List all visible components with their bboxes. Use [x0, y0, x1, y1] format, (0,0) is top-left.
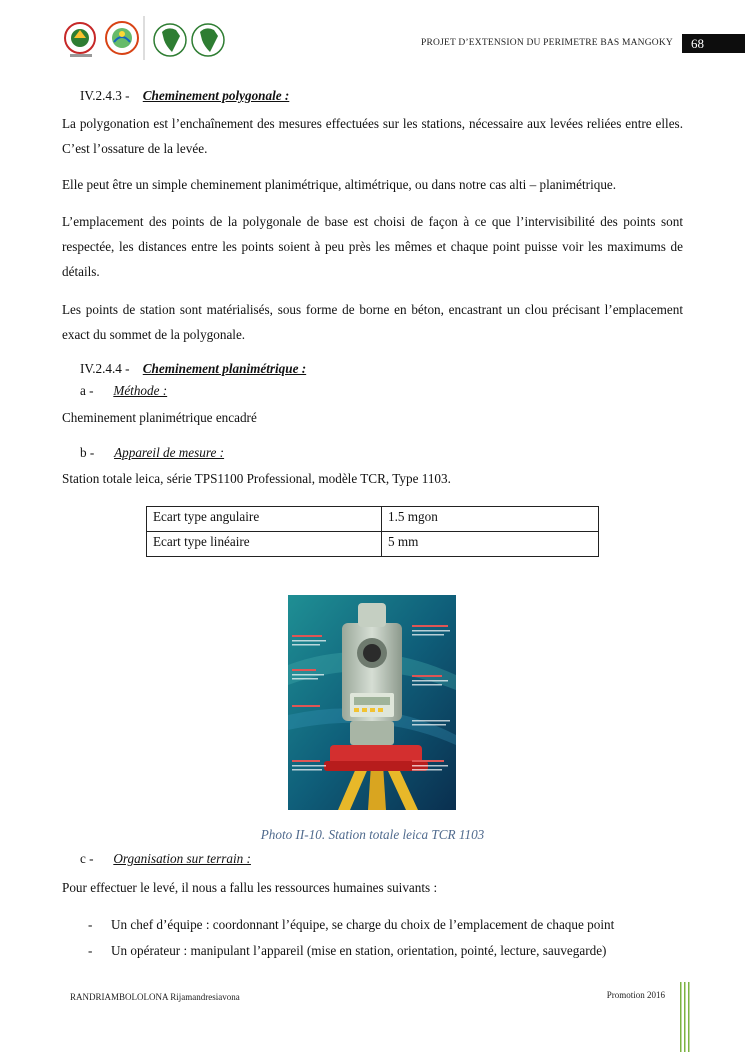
photo-caption: Photo II-10. Station totale leica TCR 1103 — [260, 827, 485, 842]
page-number: 68 — [682, 34, 745, 53]
section-label: Cheminement polygonale : — [142, 88, 290, 103]
header-logos — [62, 14, 242, 64]
sub-label: Organisation sur terrain : — [113, 851, 251, 866]
subheading-organisation — [80, 851, 251, 867]
subheading-appareil — [80, 445, 224, 461]
table-cell: Ecart type linéaire — [147, 532, 382, 557]
table-row — [147, 532, 599, 557]
table-cell: Ecart type angulaire — [147, 507, 382, 532]
list-bullet: - — [88, 917, 93, 932]
african-development-bank-logo — [154, 24, 186, 56]
section-label: Cheminement planimétrique : — [142, 361, 307, 376]
footer-promotion: Promotion 2016 — [606, 990, 665, 1000]
african-development-fund-logo — [192, 24, 224, 56]
sub-letter: a - — [80, 383, 94, 398]
ministry-seal-logo — [65, 23, 95, 57]
section-heading-planimetrique — [80, 361, 306, 377]
list-item: Un chef d’équipe : coordonnant l’équipe, se charge du choix de l’emplacement de chaque point — [111, 917, 615, 932]
section-number: IV.2.4.3 - — [80, 88, 130, 103]
table-row — [147, 507, 599, 532]
section-heading-polygonale — [80, 88, 289, 104]
sub-letter: c - — [80, 851, 94, 866]
footer-decorative-lines — [680, 982, 692, 1052]
total-station-photo — [288, 595, 456, 810]
sub-letter: b - — [80, 445, 95, 460]
table-cell: 1.5 mgon — [382, 507, 599, 532]
paragraph: La polygonation est l’enchaînement des mesures effectuées sur les stations, nécessaire aux levées reliées entre elles. C’est l’ossature de la levée. — [62, 116, 683, 156]
paragraph: Les points de station sont matérialisés, sous forme de borne en béton, encastrant un clou précisant l’emplacement exact du sommet de la polygonale. — [62, 302, 683, 342]
list-item: Un opérateur : manipulant l’appareil (mise en station, orientation, pointé, lecture, sauvegarde) — [111, 943, 607, 958]
list-bullet: - — [88, 943, 93, 958]
specs-table — [146, 506, 599, 557]
subheading-methode — [80, 383, 167, 399]
paragraph: L’emplacement des points de la polygonale de base est choisi de façon à ce que l’intervisibilité des points sont respectée, les distances entre les points soient à peu près les mêmes et chaque point puisse voir les maximums de détails. — [62, 214, 683, 279]
header-title: PROJET D’EXTENSION DU PERIMETRE BAS MANGOKY — [420, 38, 673, 48]
paragraph: Cheminement planimétrique encadré — [62, 410, 257, 425]
footer-author: RANDRIAMBOLOLONA Rijamandresiavona — [70, 992, 240, 1002]
paragraph: Pour effectuer le levé, il nous a fallu les ressources humaines suivants : — [62, 880, 438, 895]
sub-label: Appareil de mesure : — [114, 445, 225, 460]
section-number: IV.2.4.4 - — [80, 361, 130, 376]
project-logo — [106, 22, 138, 54]
sub-label: Méthode : — [113, 383, 168, 398]
paragraph: Elle peut être un simple cheminement planimétrique, altimétrique, ou dans notre cas alti – planimétrique. — [62, 177, 617, 192]
paragraph: Station totale leica, série TPS1100 Professional, modèle TCR, Type 1103. — [62, 471, 451, 486]
table-cell: 5 mm — [382, 532, 599, 557]
